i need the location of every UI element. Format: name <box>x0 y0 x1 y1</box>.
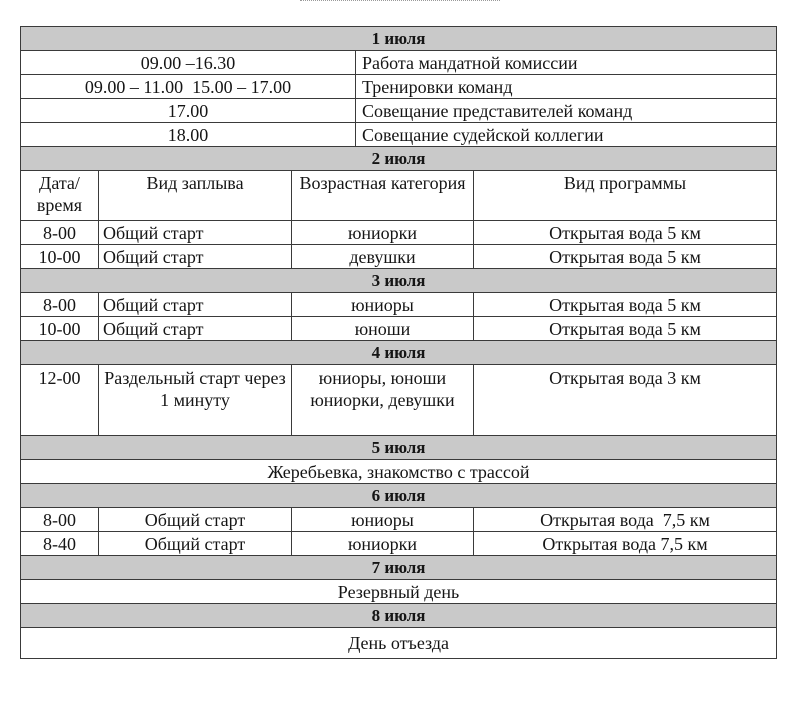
race-program: Открытая вода 5 км <box>474 293 777 317</box>
info-row <box>21 51 777 75</box>
day-header-row <box>21 341 777 365</box>
race-type: Общий старт <box>99 245 292 269</box>
info-event: Совещание судейской коллегии <box>356 123 777 147</box>
schedule-table <box>20 26 777 659</box>
info-event: Тренировки команд <box>356 75 777 99</box>
day-header-row <box>21 147 777 171</box>
day-header-row <box>21 27 777 51</box>
race-row <box>21 221 777 245</box>
race-row <box>21 293 777 317</box>
day-header-row <box>21 269 777 293</box>
day-header-row <box>21 604 777 628</box>
day-title: 6 июля <box>21 484 777 508</box>
info-row <box>21 75 777 99</box>
race-program: Открытая вода 7,5 км <box>474 532 777 556</box>
column-header-category: Возрастная категория <box>292 171 474 221</box>
day-note: День отъезда <box>21 628 777 659</box>
race-type: Раздельный старт через 1 минуту <box>99 365 292 436</box>
day-title: 4 июля <box>21 341 777 365</box>
race-type: Общий старт <box>99 221 292 245</box>
column-header-type: Вид заплыва <box>99 171 292 221</box>
race-time: 8-00 <box>21 293 99 317</box>
info-time: 09.00 – 11.00 15.00 – 17.00 <box>21 75 356 99</box>
race-time: 8-00 <box>21 508 99 532</box>
race-program: Открытая вода 7,5 км <box>474 508 777 532</box>
race-type: Общий старт <box>99 317 292 341</box>
race-row <box>21 508 777 532</box>
race-type: Общий старт <box>99 293 292 317</box>
day-header-row <box>21 556 777 580</box>
race-program: Открытая вода 3 км <box>474 365 777 436</box>
race-category: юниоры <box>292 508 474 532</box>
day-title: 7 июля <box>21 556 777 580</box>
note-row <box>21 580 777 604</box>
note-row <box>21 628 777 659</box>
race-category: юниорки <box>292 221 474 245</box>
race-category: юниорки <box>292 532 474 556</box>
day-note: Жеребьевка, знакомство с трассой <box>21 460 777 484</box>
race-time: 10-00 <box>21 317 99 341</box>
day-title: 1 июля <box>21 27 777 51</box>
column-header-program: Вид программы <box>474 171 777 221</box>
info-event: Работа мандатной комиссии <box>356 51 777 75</box>
race-time: 12-00 <box>21 365 99 436</box>
info-time: 18.00 <box>21 123 356 147</box>
race-type: Общий старт <box>99 532 292 556</box>
day-title: 2 июля <box>21 147 777 171</box>
race-row <box>21 365 777 436</box>
race-row <box>21 245 777 269</box>
info-row <box>21 99 777 123</box>
race-time: 10-00 <box>21 245 99 269</box>
race-row <box>21 317 777 341</box>
column-header-row <box>21 171 777 221</box>
race-type: Общий старт <box>99 508 292 532</box>
info-event: Совещание представителей команд <box>356 99 777 123</box>
info-time: 17.00 <box>21 99 356 123</box>
day-title: 8 июля <box>21 604 777 628</box>
day-note: Резервный день <box>21 580 777 604</box>
day-title: 5 июля <box>21 436 777 460</box>
info-row <box>21 123 777 147</box>
race-category: юниоры, юноши юниорки, девушки <box>292 365 474 436</box>
race-row <box>21 532 777 556</box>
race-time: 8-00 <box>21 221 99 245</box>
day-header-row <box>21 436 777 460</box>
day-header-row <box>21 484 777 508</box>
race-program: Открытая вода 5 км <box>474 317 777 341</box>
race-category: юноши <box>292 317 474 341</box>
race-program: Открытая вода 5 км <box>474 221 777 245</box>
note-row <box>21 460 777 484</box>
cropped-heading-trace <box>300 0 500 4</box>
race-category: юниоры <box>292 293 474 317</box>
info-time: 09.00 –16.30 <box>21 51 356 75</box>
race-time: 8-40 <box>21 532 99 556</box>
race-category: девушки <box>292 245 474 269</box>
day-title: 3 июля <box>21 269 777 293</box>
race-program: Открытая вода 5 км <box>474 245 777 269</box>
column-header-time: Дата/ время <box>21 171 99 221</box>
